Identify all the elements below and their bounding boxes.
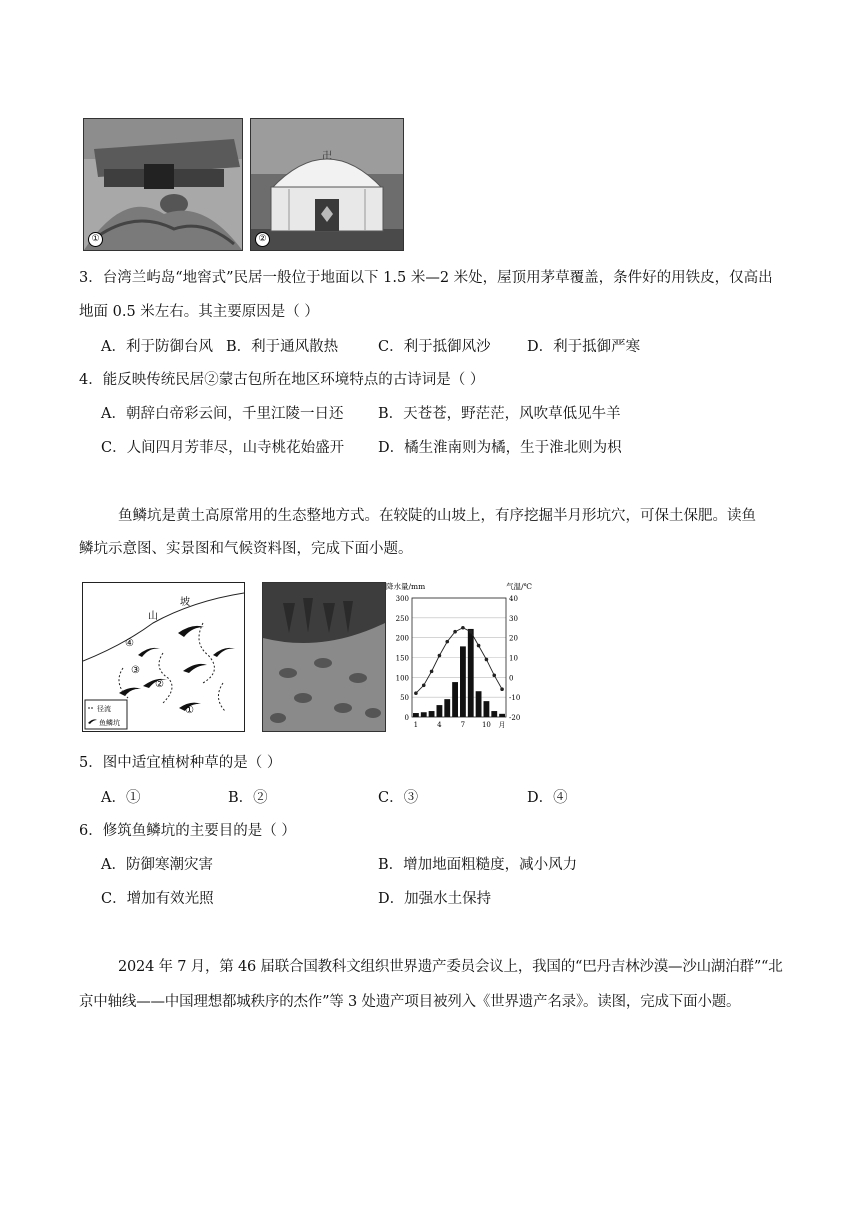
precip-bar [452, 682, 458, 717]
q4-option-b[interactable]: B．天苍苍，野茫茫，风吹草低见牛羊 [378, 406, 621, 422]
temperature-point [469, 630, 473, 634]
right-tick-label: 20 [509, 634, 518, 643]
right-tick-label: 10 [509, 654, 518, 663]
temperature-point [485, 658, 489, 662]
q3-option-a[interactable]: A．利于防御台风 [101, 339, 213, 355]
fish-intro-line1: 鱼鳞坑是黄土高原常用的生态整地方式。在较陡的山坡上，有序挖掘半月形坑穴，可保土保肥。读鱼 [118, 508, 756, 524]
diagram-marker-2: ② [155, 679, 164, 690]
precip-bar [444, 699, 450, 717]
precip-bar [468, 629, 474, 717]
q3-stem-line1: 3．台湾兰屿岛“地窖式”民居一般位于地面以下 1.5 米—2 米处，屋顶用茅草覆盖，条件好的用铁皮，仅高出 [79, 270, 773, 286]
climate-chart [384, 580, 534, 732]
q3-option-b[interactable]: B．利于通风散热 [226, 339, 339, 355]
q6-option-b[interactable]: B．增加地面粗糙度，减小风力 [378, 857, 578, 873]
fish-scale-photo [262, 582, 386, 732]
fish-intro-line2: 鳞坑示意图、实景图和气候资料图，完成下面小题。 [79, 541, 413, 557]
q4-stem: 4．能反映传统民居②蒙古包所在地区环境特点的古诗词是（ ） [79, 372, 485, 388]
precip-bar [460, 646, 466, 717]
temperature-point [453, 630, 457, 634]
q5-option-b[interactable]: B．② [228, 790, 268, 806]
q3-stem-line2: 地面 0.5 米左右。其主要原因是（ ） [79, 304, 319, 320]
precip-bar [491, 711, 497, 717]
q4-option-c[interactable]: C．人间四月芳菲尽，山寺桃花始盛开 [101, 440, 345, 456]
left-axis-title: 降水量/mm [386, 582, 426, 591]
legend-runoff: 径流 [97, 705, 111, 713]
temperature-point [445, 640, 449, 644]
photo-yurt [250, 118, 404, 251]
x-tick-label: 1 [413, 721, 419, 729]
q5-option-c[interactable]: C．③ [378, 790, 419, 806]
q5-stem: 5．图中适宜植树种草的是（ ） [79, 755, 282, 771]
left-tick-label: 150 [395, 654, 409, 663]
right-tick-label: 0 [509, 674, 514, 683]
temperature-point [461, 626, 465, 630]
dwelling-photo-graphic [84, 119, 242, 250]
q6-option-c[interactable]: C．增加有效光照 [101, 891, 214, 907]
precip-bar [437, 705, 443, 717]
diagram-marker-3: ③ [131, 665, 140, 676]
left-tick-label: 100 [395, 674, 409, 683]
q4-option-a[interactable]: A．朝辞白帝彩云间，千里江陵一日还 [101, 406, 344, 422]
x-unit-label: 月 [498, 721, 506, 729]
precip-bar [484, 701, 490, 717]
left-tick-label: 0 [404, 714, 409, 722]
temperature-point [477, 644, 481, 648]
photo2-label: ② [255, 232, 270, 247]
q3-option-d[interactable]: D．利于抵御严寒 [527, 339, 641, 355]
temperature-point [422, 683, 426, 687]
temperature-point [430, 670, 434, 674]
right-axis-title: 气温/℃ [506, 582, 532, 591]
left-tick-label: 300 [395, 595, 409, 603]
temperature-point [492, 674, 496, 678]
diagram-label-shan: 山 [148, 611, 158, 622]
precip-bar [429, 711, 435, 717]
right-tick-label: -20 [509, 714, 521, 722]
diagram-marker-1: ① [185, 705, 194, 716]
left-tick-label: 50 [400, 694, 409, 703]
precip-bar [476, 691, 482, 717]
q3-option-c[interactable]: C．利于抵御风沙 [378, 339, 491, 355]
right-tick-label: 40 [509, 595, 518, 603]
heritage-intro-line1: 2024 年 7 月，第 46 届联合国教科文组织世界遗产委员会议上，我国的“巴丹吉林沙漠—沙山湖泊群”“北 [118, 959, 783, 975]
left-tick-label: 250 [395, 614, 409, 623]
legend-pit: 鱼鳞坑 [99, 719, 120, 727]
fish-scale-diagram [82, 582, 245, 732]
x-tick-label: 4 [437, 721, 442, 729]
temperature-point [500, 687, 504, 691]
climate-chart-svg [384, 580, 534, 732]
temperature-point [438, 654, 442, 658]
x-tick-label: 10 [481, 721, 491, 729]
photo1-label: ① [88, 232, 103, 247]
q5-option-a[interactable]: A．① [101, 790, 141, 806]
fish-scale-diagram-svg [83, 583, 244, 731]
yurt-photo-graphic [251, 119, 403, 250]
q5-option-d[interactable]: D．④ [527, 790, 568, 806]
heritage-intro-line2: 京中轴线——中国理想都城秩序的杰作”等 3 处遗产项目被列入《世界遗产名录》。读图，完成下面小题。 [79, 994, 741, 1010]
q6-option-a[interactable]: A．防御寒潮灾害 [101, 857, 213, 873]
q6-option-d[interactable]: D．加强水土保持 [378, 891, 492, 907]
x-tick-label: 7 [460, 721, 466, 729]
left-tick-label: 200 [395, 634, 409, 643]
svg-text:卍: 卍 [322, 151, 332, 162]
precip-bar [421, 712, 427, 717]
precip-bar [413, 713, 419, 717]
diagram-label-po: 坡 [180, 597, 190, 608]
precip-bar [499, 714, 505, 717]
fish-scale-photo-graphic [263, 583, 385, 731]
temperature-point [414, 691, 418, 695]
photo-dikiao-dwelling [83, 118, 243, 251]
q6-stem: 6．修筑鱼鳞坑的主要目的是（ ） [79, 823, 296, 839]
diagram-marker-4: ④ [125, 638, 134, 649]
q4-option-d[interactable]: D．橘生淮南则为橘，生于淮北则为枳 [378, 440, 622, 456]
right-tick-label: 30 [509, 614, 518, 623]
right-tick-label: -10 [509, 694, 521, 703]
